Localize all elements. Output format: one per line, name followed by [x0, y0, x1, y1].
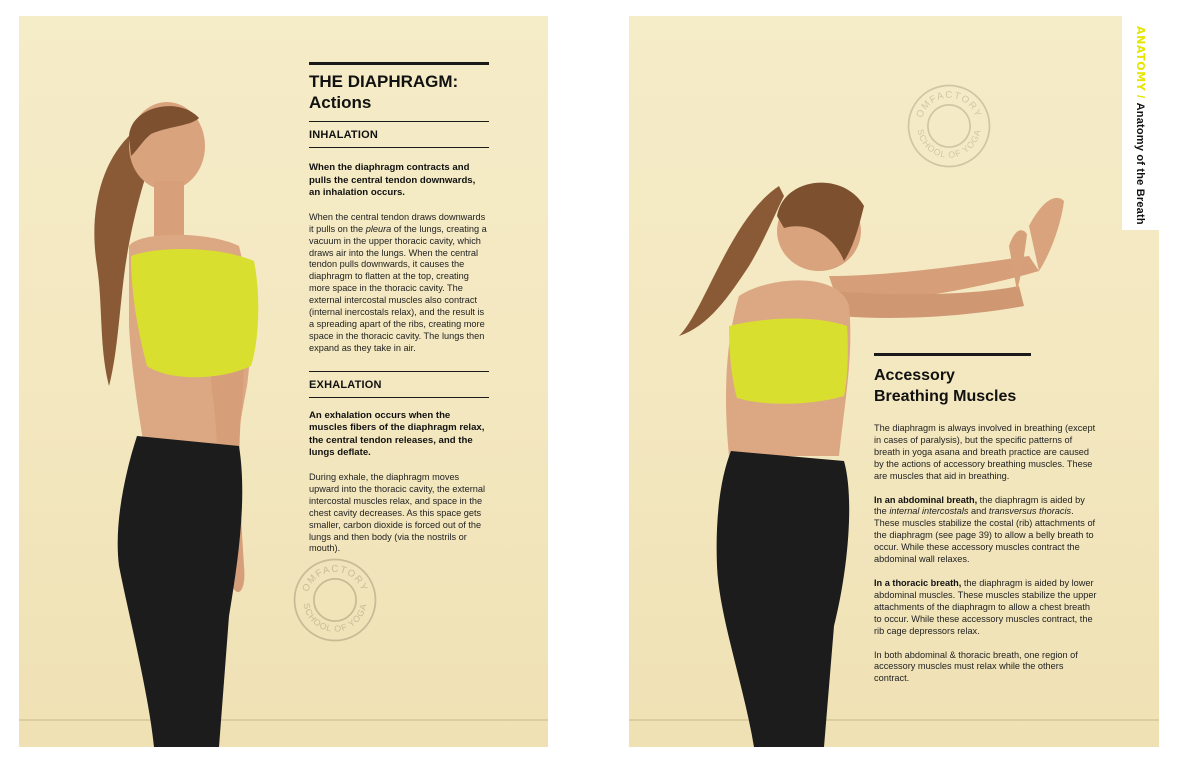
exhalation-heading: EXHALATION [309, 378, 382, 391]
tab-topic-label: Anatomy of the Breath [1134, 102, 1146, 225]
svg-text:SCHOOL OF YOGA: SCHOOL OF YOGA [301, 602, 369, 634]
tab-separator: / [1134, 95, 1146, 99]
chapter-side-tab [1122, 16, 1159, 230]
inhalation-body [309, 212, 489, 355]
exhalation-rule-bottom [309, 397, 489, 398]
exhalation-lead: An exhalation occurs when the muscles fibers of the diaphragm relax, the central tendon releases, and the lungs deflate. [309, 409, 485, 459]
thoracic-breath-bold: In a thoracic breath, [874, 577, 962, 588]
inhalation-body-text-1: When the central tendon draws downwards it pulls on the [309, 211, 486, 234]
abdominal-text-1: the diaphragm is aided by the [874, 494, 1085, 517]
abdominal-text-3: . These muscles stabilize the costal (rib) attachments of the diaphragm (see page 39) to allow a belly breath to occur. While these accessory muscles contract the abdominal wall relaxes. [874, 506, 1096, 565]
abdominal-breath-bold: In an abdominal breath, [874, 494, 978, 505]
inhalation-lead: When the diaphragm contracts and pulls the central tendon downwards, an inhalation occurs. [309, 162, 476, 199]
svg-text:SCHOOL OF YOGA: SCHOOL OF YOGA [915, 128, 983, 160]
abdominal-italic-2: transversus thoracis [988, 506, 1072, 517]
closing-paragraph: In both abdominal & thoracic breath, one region of accessory muscles must relax while the others contract. [874, 649, 1078, 684]
thoracic-breath-paragraph [874, 578, 1099, 638]
accessory-muscles-column [874, 353, 1099, 685]
side-tab-label [1134, 26, 1147, 225]
inhalation-body-text-2: of the lungs, creating a vacuum in the upper thoracic cavity, which draws air into the lungs. When the central tendon pulls downwards, it causes the diaphragm to flatten at the top, creating more space in the thoracic cavity. The external intercostal muscles also contract (internal inercostals relax), and the result is a spreading apart of the ribs, creating more space in the thoracic cavity. The lungs then expand as they take in air. [309, 223, 487, 353]
page-title [309, 71, 489, 113]
inhalation-rule-bottom [309, 147, 489, 148]
title-line-1: THE DIAPHRAGM: [309, 72, 459, 91]
right-page [629, 16, 1159, 747]
abdominal-text-2: and [968, 506, 989, 517]
title-line-2: Actions [309, 93, 372, 112]
left-page [19, 16, 548, 747]
title-line-1: Accessory [874, 367, 955, 384]
omfactory-stamp-logo [291, 556, 379, 644]
svg-text:OMFACTORY: OMFACTORY [914, 89, 984, 120]
thoracic-breath-text: the diaphragm is aided by lower abdominal muscles. These muscles stabilize the upper attachments of the diaphragm to allow a chest breath to occur. While these accessory muscles contract, the rib cage depressors relax. [874, 577, 1097, 636]
accessory-title [874, 365, 1099, 407]
tab-section-label: ANATOMY [1134, 26, 1147, 92]
title-rule [309, 62, 489, 65]
abdominal-italic-1: internal intercostals [889, 506, 969, 517]
title-rule [874, 353, 1031, 356]
inhalation-heading: INHALATION [309, 129, 379, 141]
svg-text:OMFACTORY: OMFACTORY [300, 563, 370, 594]
abdominal-breath-paragraph [874, 495, 1099, 566]
standing-figure-photo [69, 96, 289, 747]
inhalation-body-italic: pleura [365, 223, 392, 234]
title-line-2: Breathing Muscles [874, 388, 1017, 405]
omfactory-stamp-logo [905, 82, 993, 170]
exhalation-body: During exhale, the diaphragm moves upward into the thoracic cavity, the external intercostal muscles relax, and space in the chest cavity decreases. As this space gets smaller, carbon dioxide is forced out of the lungs and then body (via the nostrils or mouth). [309, 472, 486, 554]
intro-paragraph: The diaphragm is always involved in breathing (except in cases of paralysis), but the specific patterns of breath in yoga asana and breath practice are caused by the actions of accessory breathing muscles. These are muscles that aid in breathing. [874, 423, 1096, 481]
diaphragm-actions-column [309, 62, 489, 555]
